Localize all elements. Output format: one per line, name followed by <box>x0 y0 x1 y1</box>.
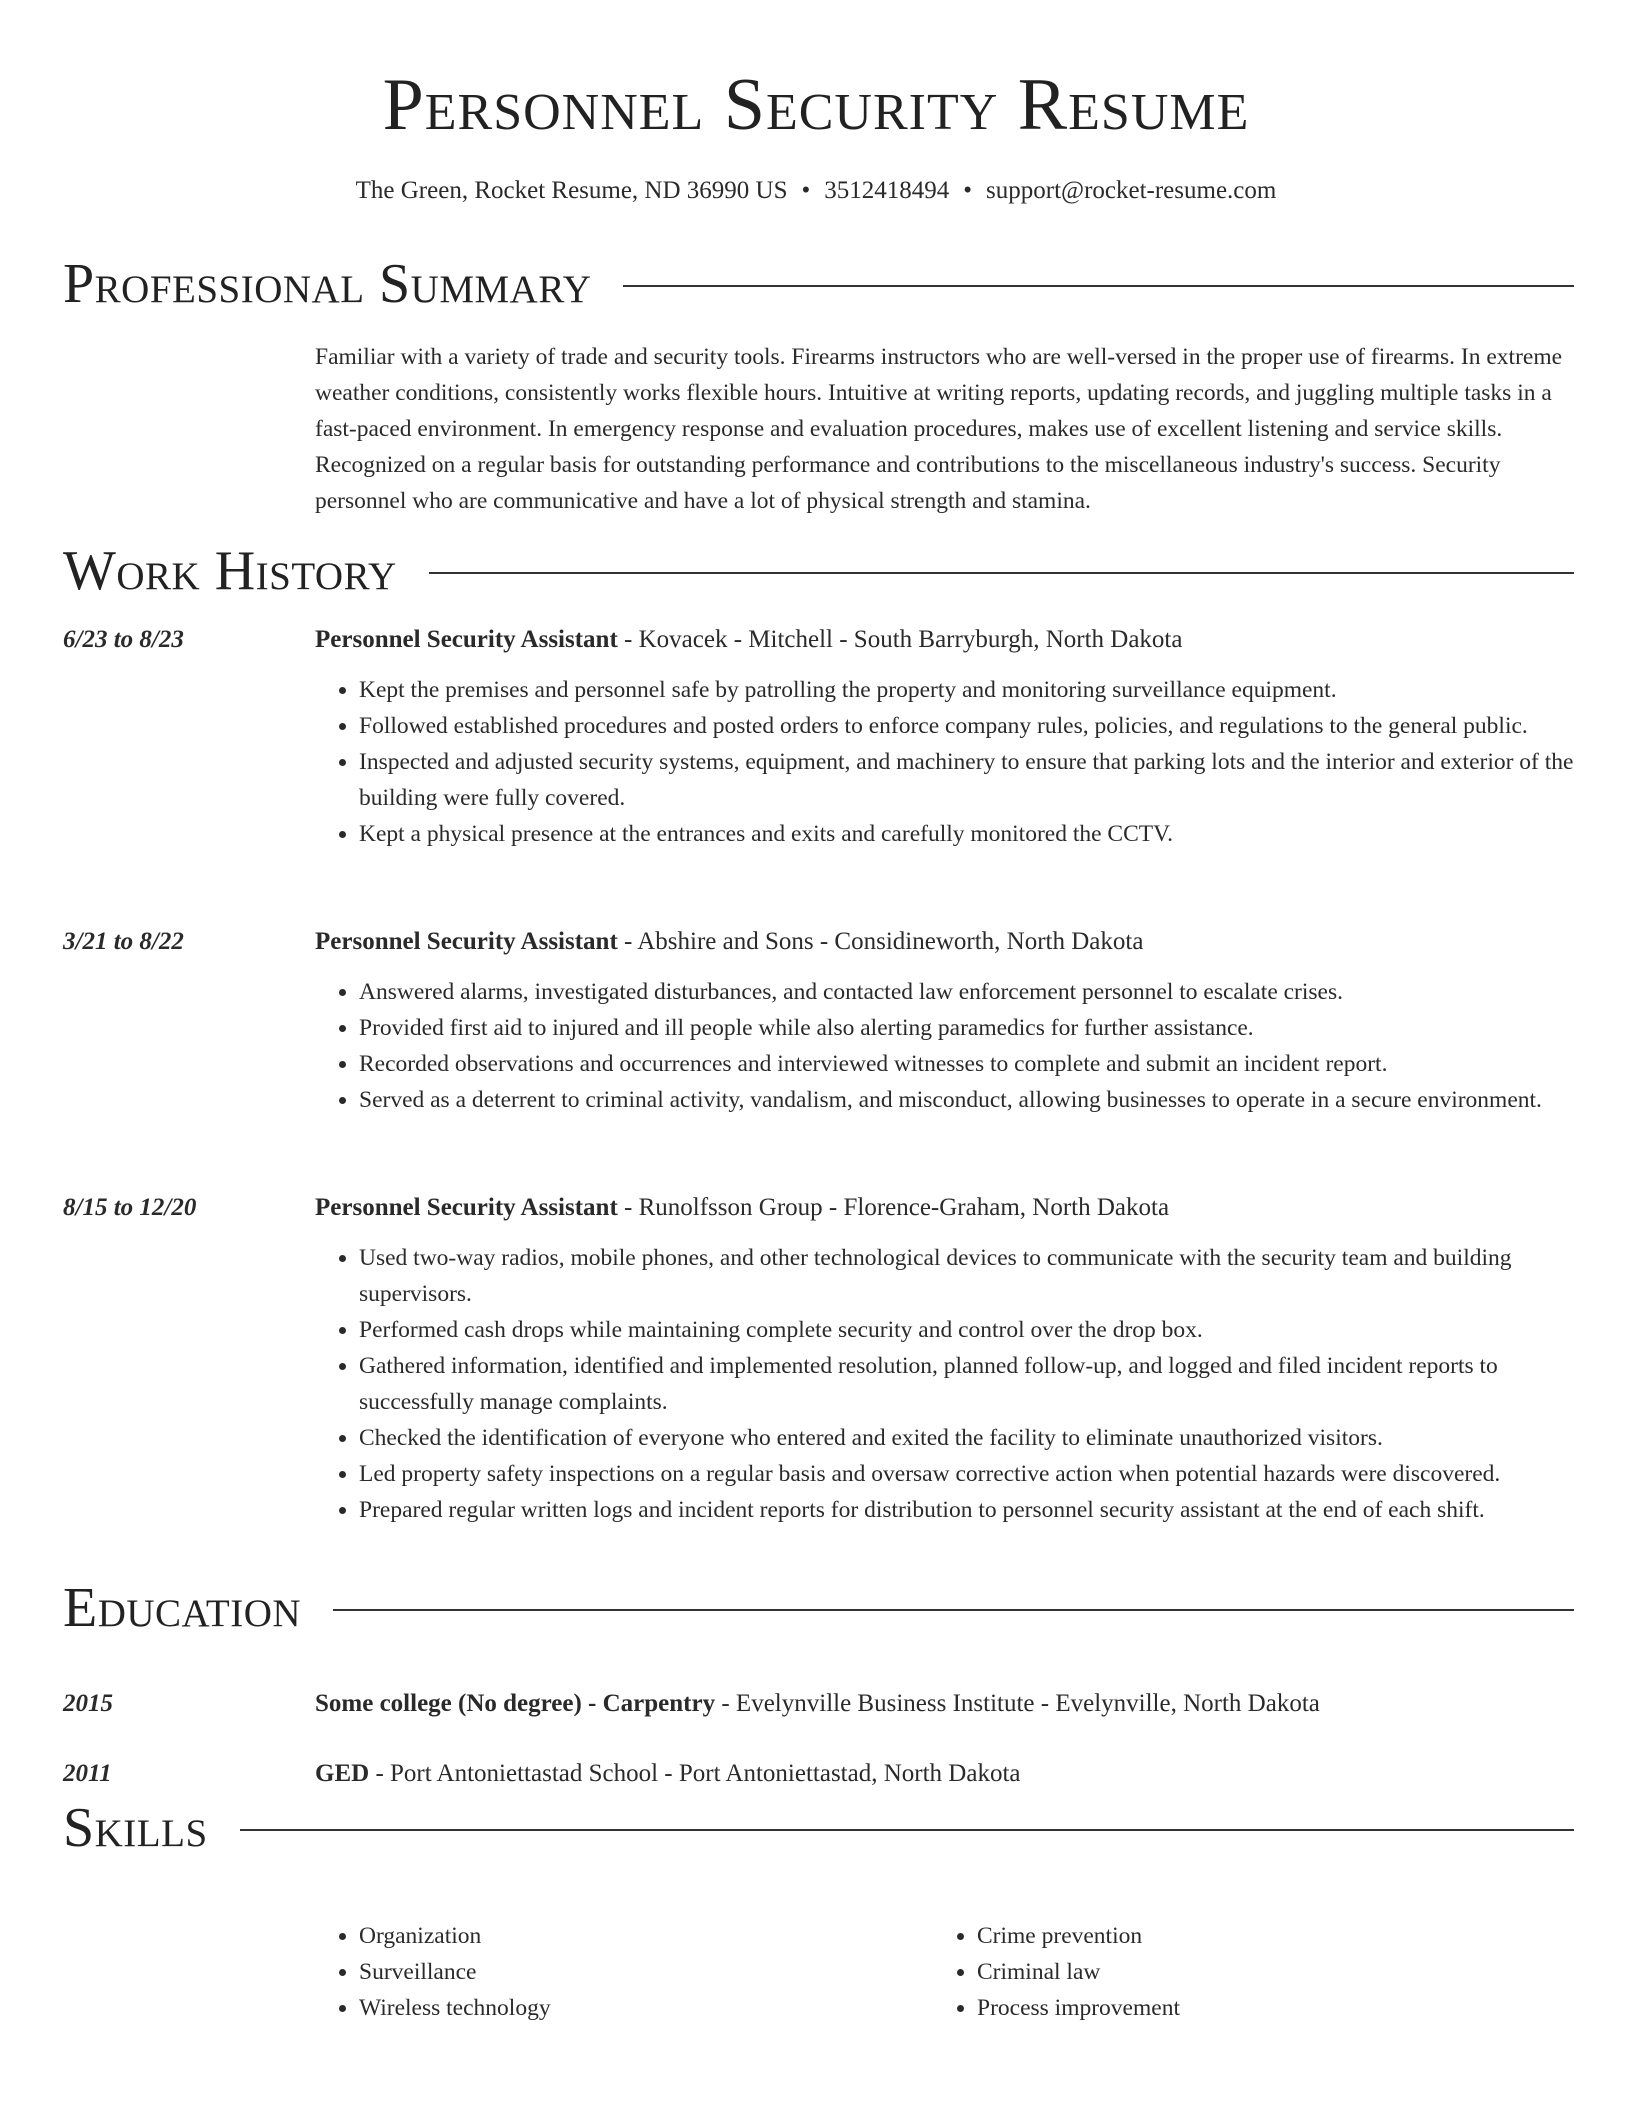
section-divider <box>623 285 1574 287</box>
list-item: • Followed established procedures and posted orders to enforce company rules, policies, and regulations to the general public. <box>359 708 1577 744</box>
education-details: - Port Antoniettastad School - Port Antoniettastad, North Dakota <box>369 1760 1021 1787</box>
list-item: • Inspected and adjusted security systems, equipment, and machinery to ensure that parking lots and the interior and exterior of the building were fully covered. <box>359 744 1577 816</box>
work-details: - Runolfsson Group - Florence-Graham, North Dakota <box>617 1194 1170 1221</box>
work-role: Personnel Security Assistant <box>315 1194 618 1221</box>
education-details: - Evelynville Business Institute - Evelynville, North Dakota <box>715 1690 1320 1717</box>
work-dates: 8/15 to 12/20 <box>63 1194 197 1221</box>
list-item: • Prepared regular written logs and incident reports for distribution to personnel security assistant at the end of each shift. <box>359 1492 1577 1528</box>
work-dates: 3/21 to 8/22 <box>63 928 184 955</box>
contact-address: The Green, Rocket Resume, ND 36990 US <box>355 177 788 204</box>
section-divider <box>333 1609 1574 1611</box>
work-bullets <box>315 1240 1577 1528</box>
section-title-work: Work History <box>63 540 397 602</box>
work-headline <box>315 924 1577 960</box>
section-divider <box>240 1829 1574 1831</box>
education-degree: GED <box>315 1760 370 1787</box>
list-item: • Kept a physical presence at the entrances and exits and carefully monitored the CCTV. <box>359 816 1577 852</box>
work-bullets <box>315 672 1577 852</box>
contact-separator: • <box>801 177 811 204</box>
education-headline <box>315 1756 1577 1792</box>
section-title-summary: Professional Summary <box>63 253 592 315</box>
list-item: • Process improvement <box>977 1990 1537 2026</box>
list-item: • Used two-way radios, mobile phones, and other technological devices to communicate with the security team and building supervisors. <box>359 1240 1577 1312</box>
work-headline <box>315 622 1577 658</box>
education-year: 2011 <box>63 1760 112 1787</box>
list-item: • Gathered information, identified and implemented resolution, planned follow-up, and logged and filed incident reports to successfully manage complaints. <box>359 1348 1577 1420</box>
work-dates: 6/23 to 8/23 <box>63 626 184 653</box>
work-role: Personnel Security Assistant <box>315 928 618 955</box>
list-item: • Answered alarms, investigated disturbances, and contacted law enforcement personnel to escalate crises. <box>359 974 1577 1010</box>
list-item: • Wireless technology <box>359 1990 919 2026</box>
contact-separator: • <box>963 177 973 204</box>
work-role: Personnel Security Assistant <box>315 626 618 653</box>
list-item: • Checked the identification of everyone who entered and exited the facility to eliminate unauthorized visitors. <box>359 1420 1577 1456</box>
list-item: • Organization <box>359 1918 919 1954</box>
contact-phone: 3512418494 <box>824 177 950 204</box>
summary-text: Familiar with a variety of trade and security tools. Firearms instructors who are well-versed in the proper use of firearms. In extreme weather conditions, consistently works flexible hours. Intuitive at writing reports, updating records, and juggling multiple tasks in a fast-paced environment. In emergency response and evaluation procedures, makes use of excellent listening and service skills. Recognized on a regular basis for outstanding performance and contributions to the miscellaneous industry's success. Security personnel who are communicative and have a lot of physical strength and stamina. <box>315 344 1563 514</box>
section-title-skills: Skills <box>63 1797 208 1859</box>
list-item: • Led property safety inspections on a regular basis and oversaw corrective action when potential hazards were discovered. <box>359 1456 1577 1492</box>
list-item: • Kept the premises and personnel safe by patrolling the property and monitoring surveillance equipment. <box>359 672 1577 708</box>
education-headline <box>315 1686 1577 1722</box>
skills-column-right <box>933 1918 1537 2026</box>
list-item: • Provided first aid to injured and ill people while also alerting paramedics for further assistance. <box>359 1010 1577 1046</box>
section-header-skills <box>63 1796 1574 1860</box>
section-header-summary <box>63 252 1574 316</box>
list-item: • Served as a deterrent to criminal activity, vandalism, and misconduct, allowing businesses to operate in a secure environment. <box>359 1082 1577 1118</box>
list-item: • Performed cash drops while maintaining complete security and control over the drop box. <box>359 1312 1577 1348</box>
section-divider <box>429 572 1574 574</box>
section-header-work <box>63 539 1574 603</box>
work-headline <box>315 1190 1577 1226</box>
list-item: • Recorded observations and occurrences and interviewed witnesses to complete and submit an incident report. <box>359 1046 1577 1082</box>
skills-column-left <box>315 1918 919 2026</box>
list-item: • Surveillance <box>359 1954 919 1990</box>
contact-email: support@rocket-resume.com <box>986 177 1277 204</box>
list-item: • Criminal law <box>977 1954 1537 1990</box>
section-header-education <box>63 1576 1574 1640</box>
contact-line <box>0 174 1632 208</box>
work-details: - Abshire and Sons - Considineworth, North Dakota <box>617 928 1144 955</box>
work-details: - Kovacek - Mitchell - South Barryburgh, North Dakota <box>617 626 1183 653</box>
education-degree: Some college (No degree) - Carpentry <box>315 1690 716 1717</box>
work-bullets <box>315 974 1577 1118</box>
section-title-education: Education <box>63 1577 302 1639</box>
education-year: 2015 <box>63 1690 113 1717</box>
resume-title: Personnel Security Resume <box>382 64 1250 146</box>
list-item: • Crime prevention <box>977 1918 1537 1954</box>
